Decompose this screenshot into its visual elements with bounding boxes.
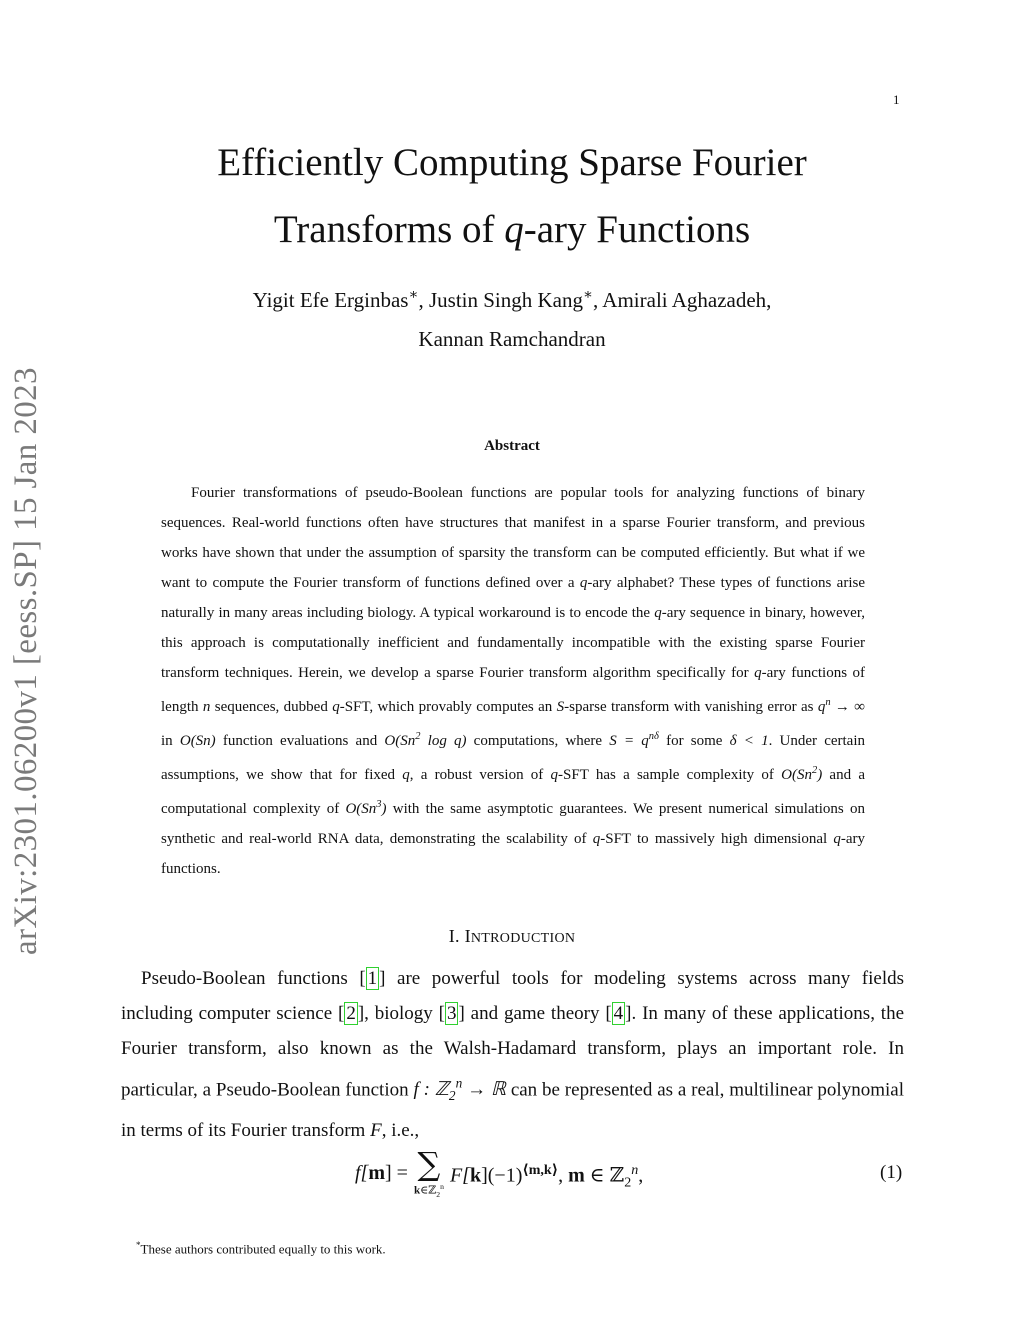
abstract-text: -ary alphabet? These types of functions arise naturally in many areas including biology. A typical workaround is to encode the — [161, 575, 865, 621]
equation-1 — [355, 1145, 644, 1199]
summation-subscript — [414, 1182, 444, 1199]
math-q: q — [817, 699, 826, 715]
summation — [413, 1145, 444, 1199]
paper-title-line-1: Efficiently Computing Sparse Fourier — [217, 141, 807, 184]
abstract-text: function evaluations and — [215, 733, 385, 749]
math-bold-m: m — [368, 1162, 386, 1184]
author-list-line-1 — [0, 286, 1024, 313]
math-part: ) — [817, 767, 823, 783]
title-q-variable: q — [504, 208, 524, 251]
math-part: O(Sn — [345, 801, 377, 817]
intro-text: are powerful tools for modeling systems across many fields including computer science — [121, 968, 904, 1024]
math-n: n — [202, 699, 211, 715]
math-part: f : ℤ — [413, 1079, 449, 1101]
math-superscript: 2 — [811, 765, 818, 776]
abstract-text: with the same asymptotic guarantees. We present numerical simulations on synthetic and real-world RNA data, demonstrating the scalability of — [161, 801, 865, 847]
math-part: log q) — [420, 733, 467, 749]
math-superscript: nδ — [648, 731, 659, 742]
abstract-text: and a computational complexity of — [161, 767, 865, 817]
summation-sign: ∑ — [417, 1145, 441, 1183]
math-part: ] = — [385, 1162, 408, 1184]
title-text: -ary Functions — [523, 208, 751, 251]
math-subscript: 2 — [436, 1189, 441, 1199]
math-part: , — [638, 1164, 644, 1187]
math-s: S — [556, 699, 565, 715]
abstract-text: in — [161, 733, 180, 749]
citation-link-3[interactable]: 3 — [446, 1003, 457, 1024]
footnote-text: These authors contributed equally to this work. — [140, 1241, 386, 1257]
math-q: q — [332, 699, 340, 715]
section-heading-introduction — [0, 926, 1024, 947]
math-part: O(Sn — [781, 767, 812, 783]
math-superscript: n — [825, 697, 831, 708]
math-s-equals-q-power — [609, 733, 659, 749]
abstract-text: -ary sequence in binary, however, this approach is computationally inefficient and fundamentally incompatible with the existing sparse Fourier transform techniques. Herein, we develop a sparse Fourier transform algorithm specifically for — [161, 605, 865, 681]
math-superscript: 3 — [376, 799, 382, 810]
math-part: F[ — [449, 1164, 470, 1187]
page-number: 1 — [893, 92, 900, 107]
abstract-text: Fourier transformations of pseudo-Boolean functions are popular tools for analyzing functions of binary sequences. Real-world functions often have structures that manifest in a sparse Fourier transform, and previous works have shown that under the assumption of sparsity the transform can be computed efficiently. But what if we want to compute the Fourier transform of functions defined over a — [161, 485, 865, 591]
intro-text: , i.e., — [381, 1120, 420, 1142]
math-part: ) — [381, 801, 387, 817]
abstract-text: computations, where — [466, 733, 610, 749]
math-part: ∈ℤ — [420, 1184, 437, 1197]
math-q: q — [579, 575, 588, 591]
footnote-mark: * — [136, 1240, 141, 1250]
paper-title-line-2 — [0, 207, 1024, 252]
section-title-rest: NTRODUCTION — [470, 931, 576, 946]
math-o-sn3 — [345, 801, 386, 817]
math-superscript: n — [455, 1076, 463, 1091]
math-part: O(Sn — [384, 733, 416, 749]
abstract-text: . Under certain assumptions, we show that for fixed — [161, 733, 865, 783]
math-superscript: n — [440, 1182, 444, 1191]
math-part: → ℝ — [462, 1079, 506, 1101]
math-subscript: 2 — [624, 1175, 632, 1191]
math-inner-product-exponent: ⟨m,k⟩ — [522, 1163, 559, 1178]
abstract-text: -SFT, which provably computes an — [339, 699, 557, 715]
intro-text: and game theory — [464, 1003, 606, 1024]
author-name: Yigit Efe Erginbas — [252, 288, 409, 312]
equation-lhs — [355, 1150, 408, 1185]
math-q: q — [550, 767, 559, 783]
math-part: , — [558, 1164, 569, 1187]
section-number: I. — [448, 926, 465, 946]
math-bold-m: m — [568, 1164, 585, 1187]
abstract-text: sequences, dubbed — [210, 699, 333, 715]
math-q: q — [833, 831, 841, 847]
math-part: f[ — [355, 1162, 369, 1184]
math-function-signature — [413, 1076, 506, 1104]
citation-link-1[interactable]: 1 — [367, 968, 378, 989]
intro-text: can be represented as a real, multilinear polynomial in terms of its Fourier transform — [121, 1079, 904, 1142]
introduction-paragraph: Pseudo-Boolean functions [ 1 ] are powerful tools for modeling systems across many fields including computer science [ 2 ], biology [ 3 ] and game theory [ 4 ]. In many of these applications, the Fourier transform, also known as the Walsh-Hadamard transform, plays an important role. In particular, a Pseudo-Boolean function f : ℤ$_2^n$ → ℝ can be represented as a real, multilinear polynomial in terms of its Fourier transform F, i.e., — [121, 968, 904, 1142]
footnote — [136, 1240, 386, 1257]
math-q: q — [754, 665, 762, 681]
math-part: S = q — [609, 733, 649, 749]
intro-text: Pseudo-Boolean functions — [141, 968, 360, 989]
math-part: ](−1) — [481, 1164, 523, 1187]
equation-number: (1) — [880, 1162, 903, 1183]
equal-contribution-mark: ∗ — [582, 287, 593, 303]
citation-link-2[interactable]: 2 — [346, 1003, 356, 1024]
abstract-text: , a robust version of — [409, 767, 551, 783]
math-part: ∈ ℤ — [584, 1164, 625, 1187]
author-name: , Justin Singh Kang — [418, 288, 583, 312]
author-name: , Amirali Aghazadeh, — [592, 288, 772, 312]
math-q-power-n — [818, 699, 865, 715]
math-bold-k: k — [469, 1164, 482, 1187]
math-arrow-infinity: → ∞ — [830, 699, 865, 715]
abstract-text: -ary functions of length — [161, 665, 866, 715]
math-o-sn2 — [781, 767, 822, 783]
intro-text: . In many of these applications, the Fourier transform, also known as the Walsh-Hadamard transform, plays an important role. In particular, a Pseudo-Boolean function — [121, 1003, 904, 1101]
math-delta-less-one: δ < 1 — [729, 733, 769, 749]
math-superscript: 2 — [415, 731, 421, 742]
math-o-sn: O(Sn) — [179, 733, 216, 749]
math-f-transform: F — [370, 1120, 382, 1142]
abstract-text: -sparse transform with vanishing error as — [564, 699, 818, 715]
section-title-initial: I — [464, 926, 471, 946]
math-q: q — [654, 605, 662, 621]
math-superscript: n — [631, 1163, 639, 1178]
math-o-sn2-logq — [384, 733, 466, 749]
abstract-body — [161, 478, 865, 884]
author-list-line-2: Kannan Ramchandran — [418, 327, 606, 351]
math-q: q — [402, 767, 410, 783]
abstract-text: -ary functions. — [161, 831, 865, 877]
math-bold-k: k — [413, 1184, 421, 1197]
abstract-heading: Abstract — [484, 438, 540, 454]
abstract-text: -SFT has a sample complexity of — [558, 767, 782, 783]
citation-link-4[interactable]: 4 — [613, 1003, 624, 1024]
abstract-text: for some — [658, 733, 730, 749]
math-q: q — [592, 831, 601, 847]
equal-contribution-mark: ∗ — [408, 287, 419, 303]
title-text: Transforms of — [273, 208, 505, 251]
abstract-text: -SFT to massively high dimensional — [600, 831, 834, 847]
intro-text: , biology — [364, 1003, 439, 1024]
math-subscript: 2 — [448, 1088, 456, 1104]
equation-rhs — [450, 1150, 643, 1192]
arxiv-identifier-banner: arXiv:2301.06200v1 [eess.SP] 15 Jan 2023 — [8, 367, 44, 955]
